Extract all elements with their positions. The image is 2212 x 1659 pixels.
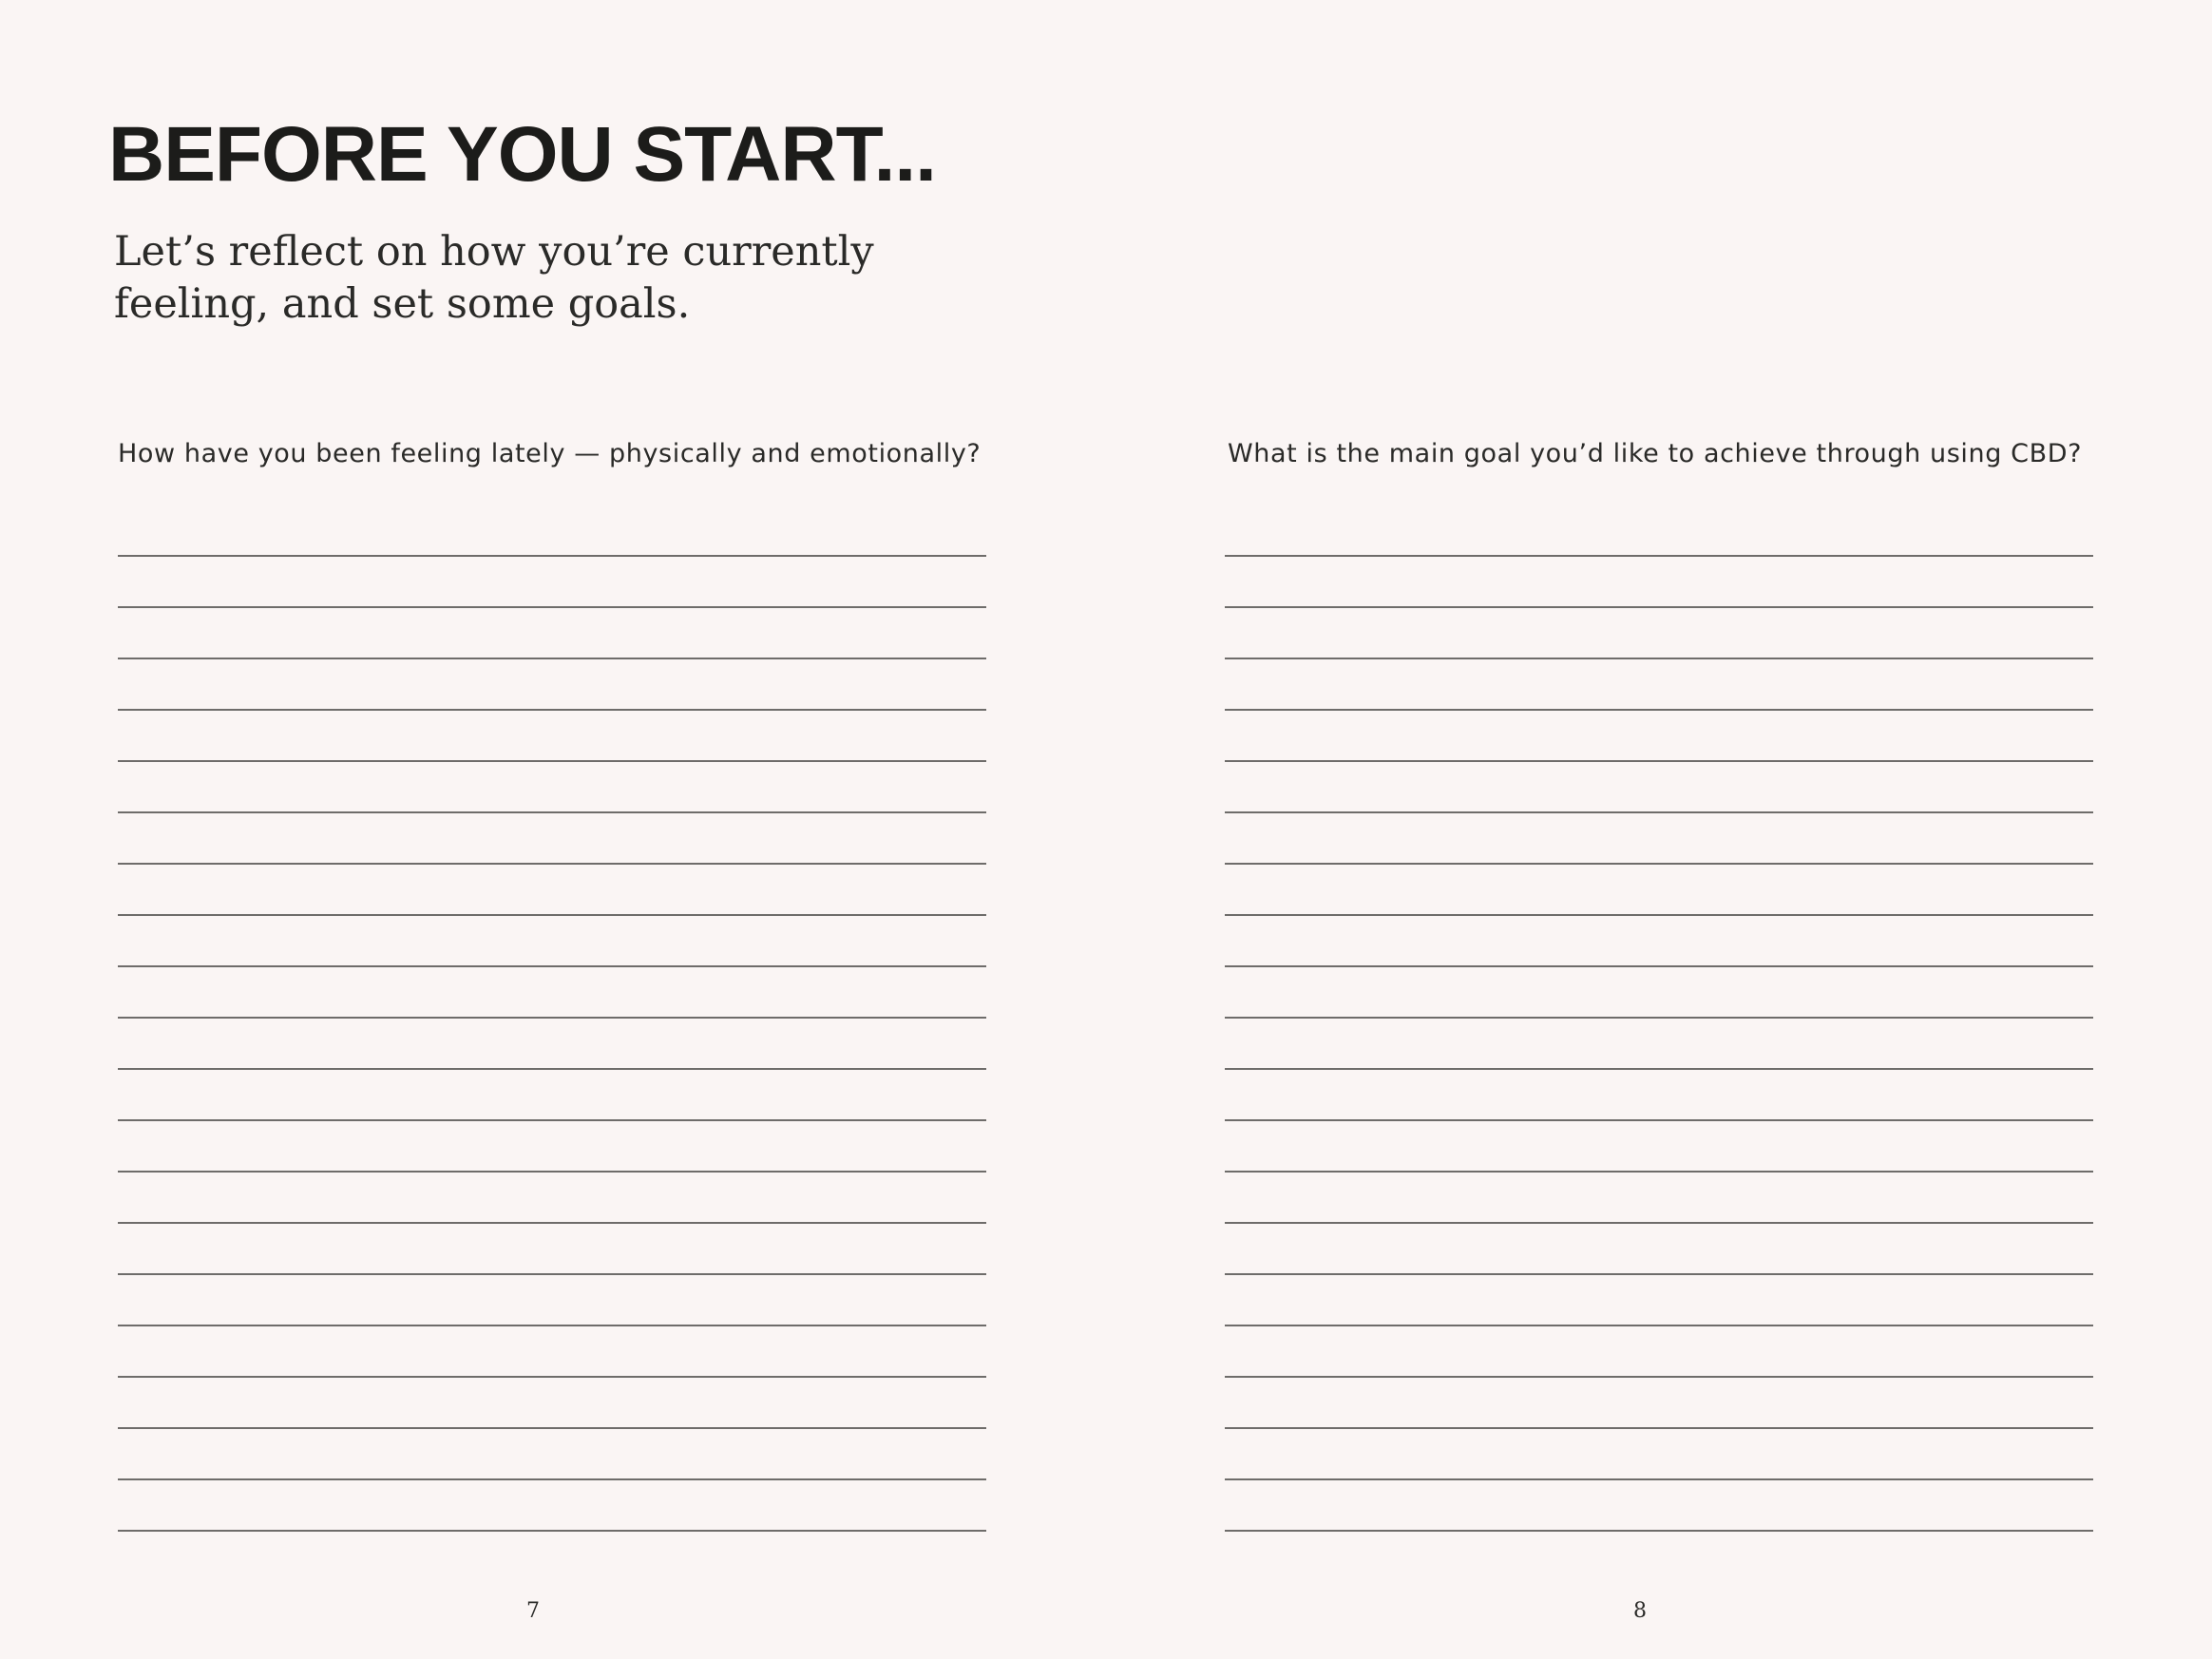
writing-line <box>118 555 986 557</box>
writing-line <box>118 1376 986 1378</box>
page-subtitle <box>114 226 969 331</box>
writing-line <box>1225 1119 2093 1121</box>
writing-line <box>118 1325 986 1326</box>
writing-line <box>1225 1273 2093 1275</box>
right-writing-area[interactable] <box>1225 555 2093 1534</box>
writing-line <box>1225 1427 2093 1429</box>
writing-line <box>1225 1171 2093 1173</box>
left-writing-area[interactable] <box>118 555 986 1534</box>
subtitle-line-1: Let’s reflect on how you’re currently <box>114 228 874 276</box>
writing-line <box>118 760 986 762</box>
writing-line <box>1225 914 2093 916</box>
left-question: How have you been feeling lately — physically and emotionally? <box>118 439 982 468</box>
writing-line <box>1225 1068 2093 1070</box>
writing-line <box>1225 709 2093 711</box>
writing-line <box>118 1068 986 1070</box>
writing-line <box>1225 760 2093 762</box>
page-title: BEFORE YOU START... <box>108 111 936 198</box>
writing-line <box>1225 1325 2093 1326</box>
right-question: What is the main goal you’d like to achieve through using CBD? <box>1228 439 2083 468</box>
writing-line <box>1225 555 2093 557</box>
writing-line <box>118 1017 986 1019</box>
writing-line <box>118 658 986 659</box>
writing-line <box>118 1427 986 1429</box>
writing-line <box>118 1222 986 1224</box>
writing-line <box>1225 1478 2093 1480</box>
writing-line <box>118 606 986 608</box>
writing-line <box>118 1119 986 1121</box>
writing-line <box>1225 965 2093 967</box>
writing-line <box>118 863 986 865</box>
writing-line <box>1225 606 2093 608</box>
writing-line <box>118 709 986 711</box>
writing-line <box>1225 1222 2093 1224</box>
writing-line <box>118 1273 986 1275</box>
writing-line <box>1225 1376 2093 1378</box>
writing-line <box>118 811 986 813</box>
right-page-number: 8 <box>1633 1599 1647 1623</box>
writing-line <box>118 1478 986 1480</box>
writing-line <box>1225 811 2093 813</box>
writing-line <box>1225 658 2093 659</box>
writing-line <box>1225 863 2093 865</box>
writing-line <box>118 965 986 967</box>
writing-line <box>1225 1017 2093 1019</box>
writing-line <box>118 914 986 916</box>
writing-line <box>118 1530 986 1532</box>
subtitle-line-2: feeling, and set some goals. <box>114 280 691 328</box>
writing-line <box>1225 1530 2093 1532</box>
writing-line <box>118 1171 986 1173</box>
left-page-number: 7 <box>526 1599 540 1623</box>
